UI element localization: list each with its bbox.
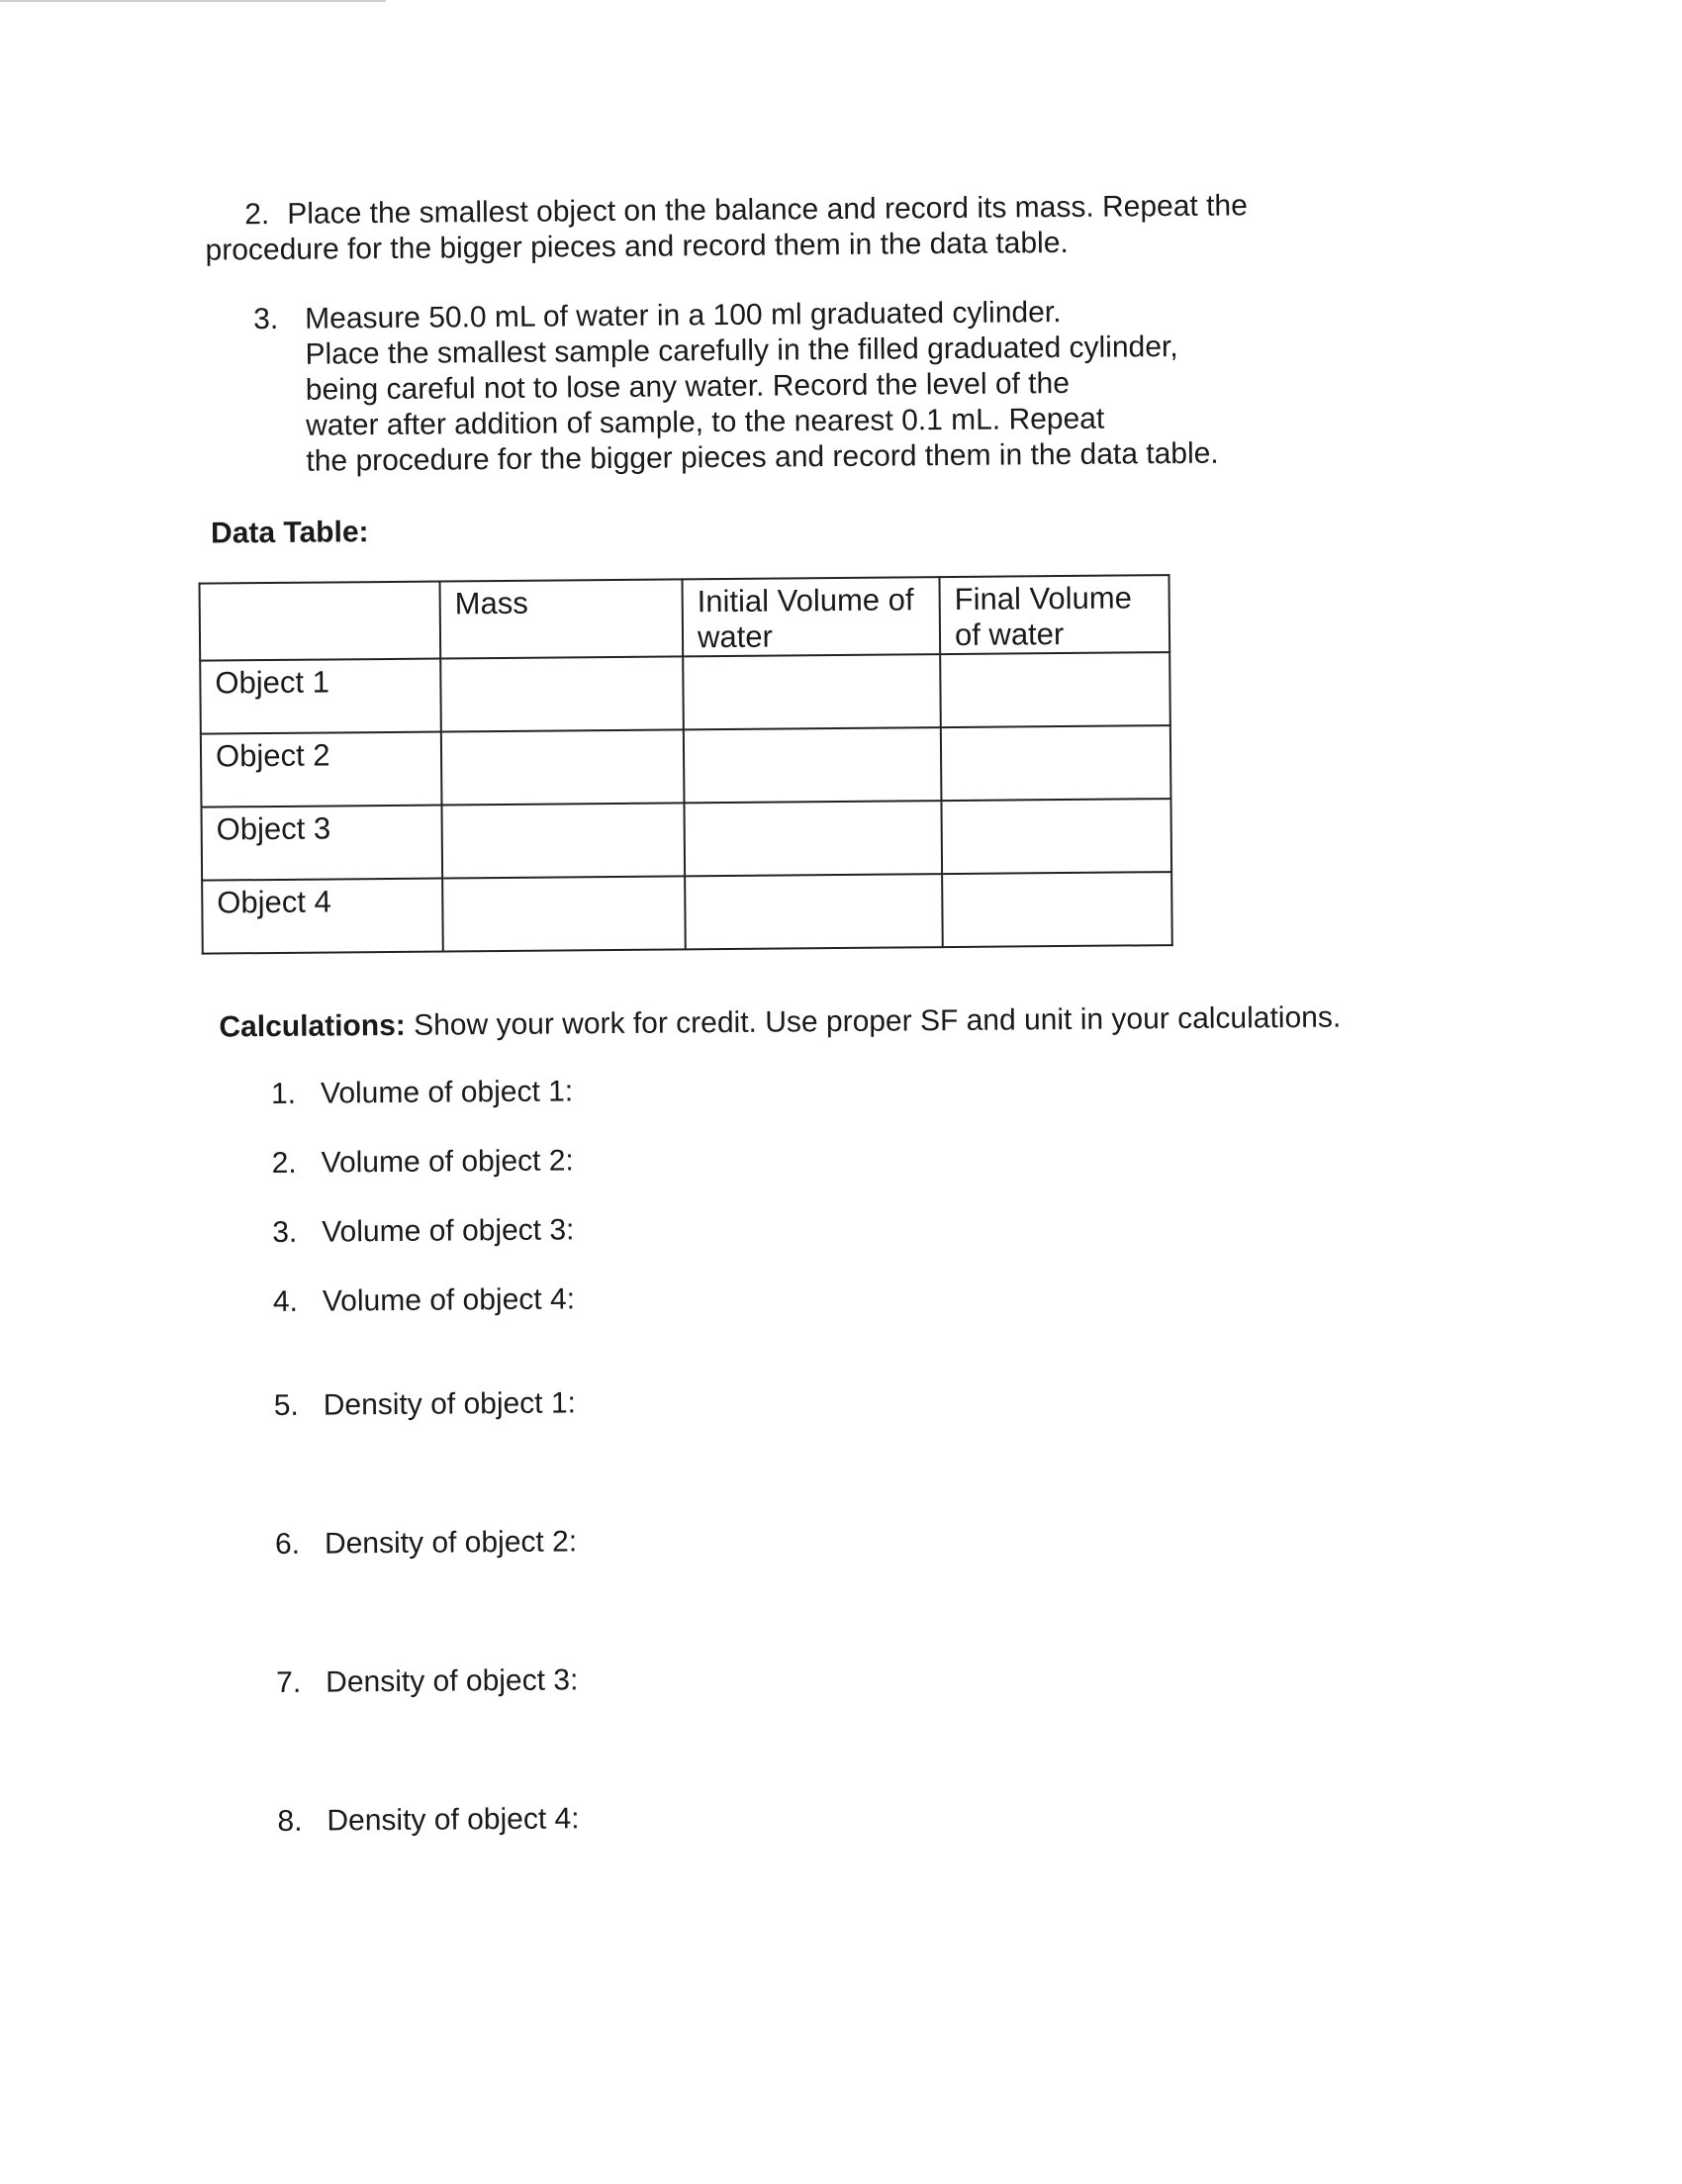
row-label-cell: Object 3 [201, 806, 442, 881]
mass-cell[interactable] [441, 729, 685, 805]
calc-item-text: Volume of object 3: [322, 1213, 575, 1249]
initial-volume-cell[interactable] [684, 727, 942, 803]
calc-item-text: Density of object 2: [324, 1525, 578, 1561]
calc-item-text: Density of object 4: [327, 1802, 580, 1838]
scan-edge-line [0, 0, 386, 2]
calc-item-text: Volume of object 2: [321, 1144, 574, 1180]
row-label-cell: Object 2 [201, 732, 442, 807]
initial-volume-cell[interactable] [684, 801, 942, 876]
step-3-line: being careful not to lose any water. Record the level of the [305, 366, 1071, 407]
calc-item-volume-3 [272, 1212, 574, 1251]
calc-item-text: Density of object 1: [323, 1386, 577, 1422]
final-volume-cell[interactable] [941, 725, 1171, 801]
step-3-line: Measure 50.0 mL of water in a 100 ml graduated cylinder. [305, 296, 1062, 335]
calc-item-number: 1. [270, 1077, 297, 1111]
step-3-line: Place the smallest sample carefully in the filled graduated cylinder, [305, 330, 1178, 371]
mass-cell[interactable] [441, 803, 685, 878]
calc-item-volume-4 [273, 1282, 575, 1320]
header-cell-empty [200, 582, 441, 661]
header-cell-initial-volume: Initial Volume of water [683, 577, 941, 656]
calc-item-density-2 [275, 1524, 577, 1563]
calc-item-text: Volume of object 1: [320, 1075, 574, 1110]
calculations-section [219, 998, 1505, 1838]
final-volume-cell[interactable] [940, 652, 1170, 727]
calc-item-number: 6. [274, 1527, 301, 1562]
table-row [200, 652, 1170, 734]
calc-item-text: Density of object 3: [326, 1663, 579, 1699]
calc-item-text: Volume of object 4: [322, 1282, 576, 1318]
step-3-number: 3. [253, 302, 279, 336]
step-2-text: Place the smallest object on the balance and record its mass. Repeat the procedure for the bigger pieces and record them in the data table. [205, 189, 1248, 267]
calc-item-volume-2 [271, 1143, 573, 1182]
calc-item-volume-1 [271, 1074, 573, 1112]
calc-item-number: 5. [273, 1388, 299, 1423]
row-label-cell: Object 1 [200, 659, 441, 734]
calc-item-density-3 [276, 1662, 578, 1701]
mass-cell[interactable] [442, 876, 686, 951]
calculations-heading: Calculations: [219, 1008, 406, 1044]
step-3-line: water after addition of sample, to the nearest 0.1 mL. Repeat [305, 402, 1105, 442]
calculations-instruction-text: Show your work for credit. Use proper SF and unit in your calculations. [414, 1000, 1342, 1042]
calc-item-number: 3. [272, 1215, 298, 1250]
calc-item-number: 2. [271, 1146, 297, 1181]
header-cell-final-volume: Final Volume of water [939, 575, 1169, 654]
calculations-instruction [219, 998, 1505, 1045]
calc-item-number: 4. [272, 1284, 299, 1319]
table-row [202, 872, 1172, 954]
mass-cell[interactable] [440, 656, 684, 731]
table-row [201, 725, 1171, 807]
data-table-heading: Data Table: [210, 516, 369, 550]
table-header-row [200, 575, 1170, 661]
procedure-step-2 [205, 188, 1334, 269]
final-volume-cell[interactable] [942, 872, 1172, 947]
data-table [199, 574, 1173, 955]
calc-item-density-1 [274, 1385, 576, 1424]
initial-volume-cell[interactable] [685, 874, 943, 949]
calc-item-number: 8. [277, 1804, 303, 1838]
calc-item-number: 7. [276, 1665, 302, 1700]
header-cell-mass: Mass [440, 579, 684, 658]
step-2-number: 2. [244, 198, 270, 232]
initial-volume-cell[interactable] [683, 654, 941, 729]
final-volume-cell[interactable] [941, 799, 1171, 874]
row-label-cell: Object 4 [202, 879, 443, 954]
table-row [201, 799, 1171, 881]
calc-item-density-4 [277, 1801, 579, 1840]
procedure-step-3 [253, 293, 1264, 480]
step-3-line: the procedure for the bigger pieces and record them in the data table. [306, 436, 1219, 478]
